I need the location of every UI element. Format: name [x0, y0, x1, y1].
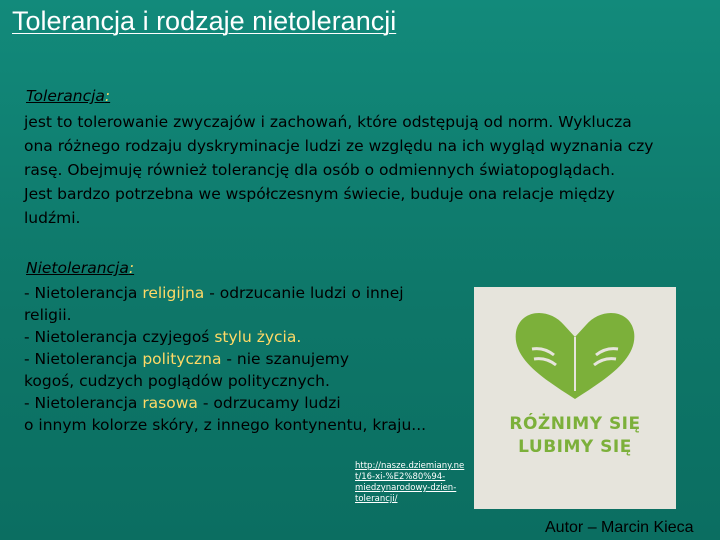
- nietolerancja-list: [24, 282, 454, 436]
- slide-title: Tolerancja i rodzaje nietolerancji: [12, 6, 397, 36]
- source-link[interactable]: [355, 461, 480, 505]
- image-caption-line2: LUBIMY SIĘ: [518, 437, 632, 457]
- list-line: - Nietolerancja polityczna - nie szanujemy: [24, 350, 349, 368]
- definition-line: Jest bardzo potrzebna we współczesnym świecie, buduje ona relacje między: [24, 185, 615, 203]
- heading-tolerancja-text: Tolerancja: [26, 87, 105, 105]
- highlight-stylu-zycia: stylu życia: [214, 328, 297, 346]
- definition-line: ludźmi.: [24, 209, 81, 227]
- highlight-polityczna: polityczna: [142, 350, 222, 368]
- source-link-line[interactable]: t/16-xi-%E2%80%94-: [355, 472, 446, 482]
- definition-line: rasę. Obejmuję również tolerancję dla osób o odmiennych światopoglądach.: [24, 161, 616, 179]
- definition-line: jest to tolerowanie zwyczajów i zachowań, które odstępują od norm. Wyklucza: [24, 113, 632, 131]
- heart-hands-icon: [474, 287, 676, 509]
- author-credit: Autor – Marcin Kieca: [545, 519, 694, 536]
- heading-tolerancja: [26, 87, 110, 105]
- heading-nietolerancja: [26, 259, 134, 277]
- list-line: religii.: [24, 306, 72, 324]
- list-line: o innym kolorze skóry, z innego kontynentu, kraju...: [24, 416, 427, 434]
- list-line: - Nietolerancja czyjegoś stylu życia.: [24, 328, 302, 346]
- source-link-line[interactable]: http://nasze.dziemiany.ne: [355, 461, 465, 471]
- highlight-rasowa: rasowa: [142, 394, 198, 412]
- heading-tolerancja-colon: :: [104, 87, 111, 105]
- heading-nietolerancja-text: Nietolerancja: [26, 259, 129, 277]
- highlight-religijna: religijna: [142, 284, 205, 302]
- tolerancja-definition: [24, 110, 674, 230]
- source-link-line[interactable]: miedzynarodowy-dzien-: [355, 483, 457, 493]
- heading-nietolerancja-colon: :: [128, 259, 135, 277]
- definition-line: ona różnego rodzaju dyskryminacje ludzi ze względu na ich wygląd wyznania czy: [24, 137, 654, 155]
- list-line: - Nietolerancja religijna - odrzucanie ludzi o innej: [24, 284, 404, 302]
- list-line: kogoś, cudzych poglądów politycznych.: [24, 372, 330, 390]
- image-caption-line1: RÓŻNIMY SIĘ: [509, 414, 641, 434]
- source-link-line[interactable]: tolerancji/: [355, 494, 398, 504]
- tolerance-heart-image: [474, 287, 676, 509]
- list-line: - Nietolerancja rasowa - odrzucamy ludzi: [24, 394, 341, 412]
